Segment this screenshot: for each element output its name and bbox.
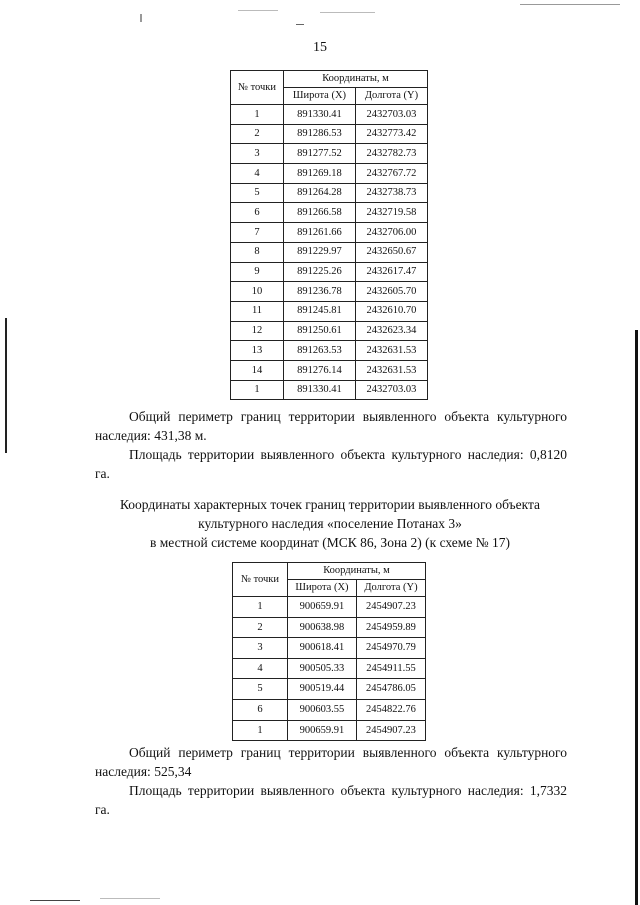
- latitude-cell: 891277.52: [284, 144, 356, 164]
- latitude-cell: 891245.81: [284, 301, 356, 321]
- longitude-cell: 2432703.03: [355, 380, 427, 400]
- latitude-cell: 891229.97: [284, 242, 356, 262]
- latitude-cell: 891330.41: [284, 105, 356, 125]
- point-number-cell: 14: [231, 360, 284, 380]
- longitude-header: Долгота (Y): [356, 580, 425, 597]
- point-number-cell: 5: [233, 679, 288, 700]
- longitude-cell: 2432623.34: [355, 321, 427, 341]
- longitude-cell: 2432631.53: [355, 360, 427, 380]
- scan-margin-mark: [5, 318, 7, 453]
- latitude-cell: 900618.41: [288, 638, 357, 659]
- longitude-cell: 2454959.89: [356, 617, 425, 638]
- point-number-cell: 1: [231, 105, 284, 125]
- latitude-cell: 891286.53: [284, 124, 356, 144]
- latitude-cell: 900659.91: [288, 720, 357, 741]
- longitude-cell: 2432706.00: [355, 223, 427, 243]
- latitude-cell: 891225.26: [284, 262, 356, 282]
- table-2-body: [233, 597, 426, 741]
- point-number-cell: 12: [231, 321, 284, 341]
- point-number-cell: 7: [231, 223, 284, 243]
- longitude-cell: 2432617.47: [355, 262, 427, 282]
- perimeter-paragraph-2: [95, 743, 567, 781]
- point-number-cell: 10: [231, 282, 284, 302]
- section-heading: [90, 495, 570, 552]
- area-paragraph-1: [95, 445, 567, 483]
- perimeter-text: Общий периметр границ территории выявленного объекта культурного наследия: 431,38 м.: [95, 409, 567, 443]
- longitude-cell: 2432773.42: [355, 124, 427, 144]
- latitude-cell: 891264.28: [284, 183, 356, 203]
- longitude-cell: 2432703.03: [355, 105, 427, 125]
- longitude-cell: 2454786.05: [356, 679, 425, 700]
- table-row: [233, 679, 426, 700]
- table-row: [231, 262, 428, 282]
- table-row: [233, 699, 426, 720]
- heading-line-2: культурного наследия «поселение Потанах 3»: [198, 516, 462, 531]
- latitude-header: Широта (X): [288, 580, 357, 597]
- perimeter-paragraph-1: [95, 407, 567, 445]
- latitude-cell: 900659.91: [288, 597, 357, 618]
- heading-line-1: Координаты характерных точек границ территории выявленного объекта: [119, 497, 541, 512]
- longitude-cell: 2432650.67: [355, 242, 427, 262]
- table-row: [231, 105, 428, 125]
- point-number-cell: 6: [231, 203, 284, 223]
- longitude-cell: 2432605.70: [355, 282, 427, 302]
- longitude-cell: 2432782.73: [355, 144, 427, 164]
- area-text: Площадь территории выявленного объекта культурного наследия: 0,8120 га.: [95, 447, 567, 481]
- point-number-cell: 2: [231, 124, 284, 144]
- point-number-cell: 4: [233, 658, 288, 679]
- area-paragraph-2: [95, 781, 567, 819]
- table-row: [233, 597, 426, 618]
- table-row: [233, 617, 426, 638]
- longitude-header: Долгота (Y): [355, 88, 427, 105]
- longitude-cell: 2454970.79: [356, 638, 425, 659]
- latitude-cell: 891330.41: [284, 380, 356, 400]
- point-number-cell: 9: [231, 262, 284, 282]
- coordinates-header: Координаты, м: [288, 563, 426, 580]
- table-row: [231, 282, 428, 302]
- table-1-body: [231, 105, 428, 400]
- longitude-cell: 2432738.73: [355, 183, 427, 203]
- longitude-cell: 2432631.53: [355, 341, 427, 361]
- table-row: [233, 658, 426, 679]
- point-number-header: № точки: [233, 563, 288, 597]
- latitude-cell: 900638.98: [288, 617, 357, 638]
- coordinates-table-1: [230, 70, 428, 400]
- latitude-cell: 891236.78: [284, 282, 356, 302]
- table-row: [233, 638, 426, 659]
- latitude-cell: 891261.66: [284, 223, 356, 243]
- latitude-cell: 891263.53: [284, 341, 356, 361]
- latitude-cell: 900603.55: [288, 699, 357, 720]
- longitude-cell: 2454907.23: [356, 720, 425, 741]
- coordinates-header: Координаты, м: [284, 71, 428, 88]
- table-row: [231, 380, 428, 400]
- point-number-header: № точки: [231, 71, 284, 105]
- table-row: [231, 223, 428, 243]
- table-row: [231, 164, 428, 184]
- latitude-cell: 900519.44: [288, 679, 357, 700]
- latitude-cell: 891266.58: [284, 203, 356, 223]
- coordinates-table-2: [232, 562, 426, 741]
- longitude-cell: 2432610.70: [355, 301, 427, 321]
- longitude-cell: 2454822.76: [356, 699, 425, 720]
- page-number: 15: [313, 40, 327, 55]
- point-number-cell: 1: [231, 380, 284, 400]
- scan-edge-shadow: [635, 330, 638, 905]
- table-row: [233, 720, 426, 741]
- table-row: [231, 203, 428, 223]
- heading-line-3: в местной системе координат (МСК 86, Зона 2) (к схеме № 17): [150, 535, 510, 550]
- table-row: [231, 360, 428, 380]
- latitude-cell: 891269.18: [284, 164, 356, 184]
- latitude-cell: 891250.61: [284, 321, 356, 341]
- latitude-cell: 900505.33: [288, 658, 357, 679]
- point-number-cell: 3: [233, 638, 288, 659]
- point-number-cell: 1: [233, 597, 288, 618]
- latitude-cell: 891276.14: [284, 360, 356, 380]
- point-number-cell: 2: [233, 617, 288, 638]
- point-number-cell: 1: [233, 720, 288, 741]
- longitude-cell: 2454907.23: [356, 597, 425, 618]
- point-number-cell: 4: [231, 164, 284, 184]
- table-row: [231, 183, 428, 203]
- area-text: Площадь территории выявленного объекта культурного наследия: 1,7332 га.: [95, 783, 567, 817]
- point-number-cell: 11: [231, 301, 284, 321]
- point-number-cell: 3: [231, 144, 284, 164]
- perimeter-text: Общий периметр границ территории выявленного объекта культурного наследия: 525,34: [95, 745, 567, 779]
- longitude-cell: 2432719.58: [355, 203, 427, 223]
- point-number-cell: 13: [231, 341, 284, 361]
- latitude-header: Широта (X): [284, 88, 356, 105]
- table-row: [231, 242, 428, 262]
- longitude-cell: 2432767.72: [355, 164, 427, 184]
- point-number-cell: 6: [233, 699, 288, 720]
- point-number-cell: 5: [231, 183, 284, 203]
- table-row: [231, 301, 428, 321]
- table-row: [231, 341, 428, 361]
- point-number-cell: 8: [231, 242, 284, 262]
- longitude-cell: 2454911.55: [356, 658, 425, 679]
- table-row: [231, 144, 428, 164]
- table-row: [231, 321, 428, 341]
- table-row: [231, 124, 428, 144]
